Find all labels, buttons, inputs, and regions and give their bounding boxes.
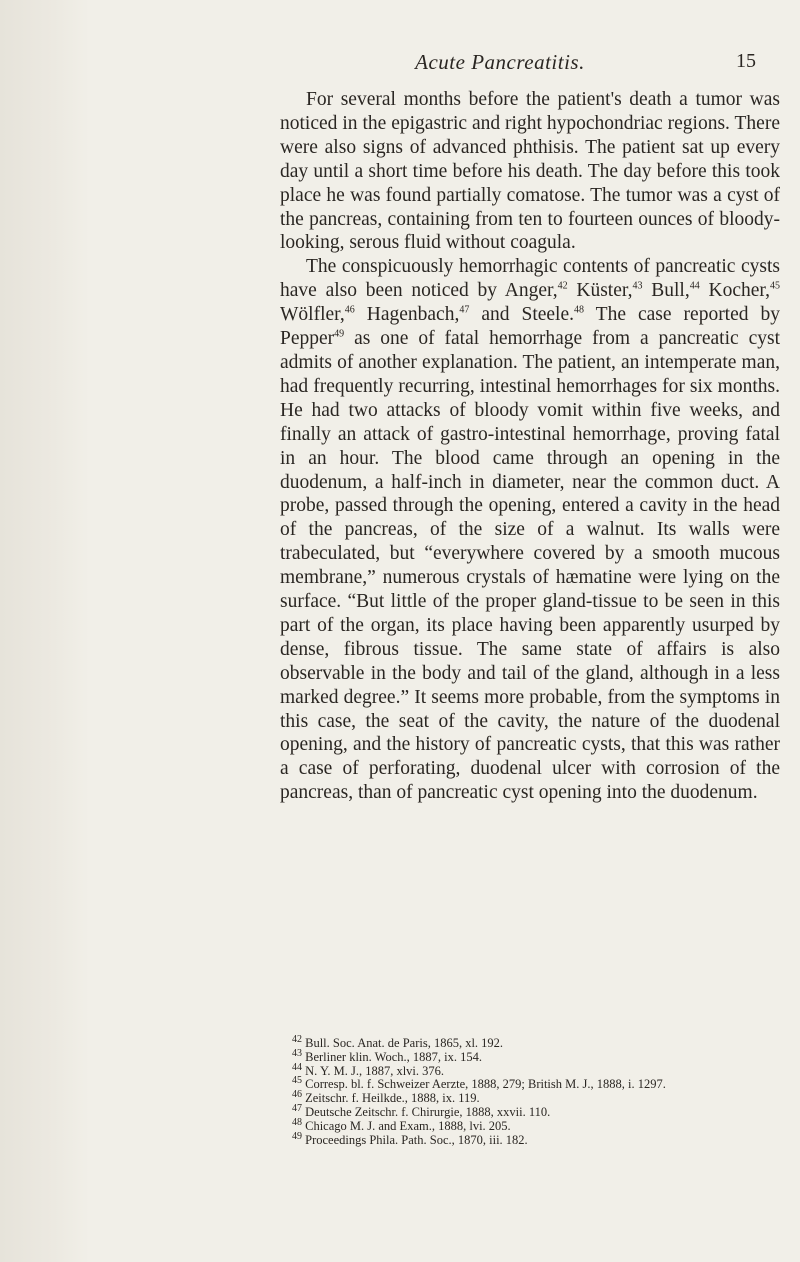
footnote-ref: 45 [769, 280, 780, 292]
footnote [280, 1089, 780, 1106]
footnote [280, 1047, 780, 1065]
paragraph-text: The conspicuously hemorrhagic contents of pancreatic cysts have also been noticed by Anger, [280, 256, 780, 302]
paragraph-text: The case reported by Pepper [280, 304, 781, 350]
paragraph-text: and Steele. [469, 304, 575, 326]
footnote-text: Zeitschr. f. Heilkde., 1888, ix. 119. [302, 1091, 480, 1106]
paragraph-text: Küster, [567, 280, 633, 302]
footnote-text: Proceedings Phila. Path. Soc., 1870, iii. 182. [302, 1132, 528, 1147]
paragraph-text: Wölfler, [280, 304, 345, 326]
footnote-ref: 49 [334, 328, 345, 340]
footnote-number: 43 [292, 1047, 302, 1059]
footnote-text: Bull. Soc. Anat. de Paris, 1865, xl. 192. [302, 1036, 504, 1050]
book-page [280, 0, 780, 1262]
footnote [280, 1033, 780, 1051]
footnote [280, 1116, 780, 1134]
paragraph-text: Bull, [642, 280, 690, 302]
footnote-ref: 47 [459, 304, 470, 316]
footnote-number: 45 [292, 1075, 302, 1087]
paragraph-2 [280, 255, 780, 805]
footnote-ref: 43 [632, 280, 643, 292]
footnote-ref: 48 [574, 304, 585, 316]
footnote-number: 48 [292, 1116, 302, 1128]
footnote-number: 46 [292, 1089, 302, 1101]
footnote-text: Chicago M. J. and Exam., 1888, lvi. 205. [302, 1118, 511, 1133]
footnote-number: 47 [292, 1102, 302, 1114]
paragraph-1: For several months before the patient's death a tumor was noticed in the epigastric and right hypochondriac regions. There were also signs of advanced phthisis. The patient sat up every day until a short time before his death. The day before this took place he was found partially comatose. The tumor was a cyst of the pancreas, containing from ten to fourteen ounces of bloody-looking, serous fluid without coagula. [280, 89, 780, 254]
footnote-ref: 42 [557, 280, 568, 292]
footnote-text: Berliner klin. Woch., 1887, ix. 154. [302, 1049, 482, 1064]
page-number: 15 [736, 50, 756, 72]
footnote [280, 1102, 780, 1120]
footnote [280, 1130, 780, 1148]
footnote-text: N. Y. M. J., 1887, xlvi. 376. [302, 1063, 445, 1078]
footnote-number: 42 [292, 1033, 302, 1045]
paragraph-text: as one of fatal hemorrhage from a pancreatic cyst admits of another explanation. The patient, an intemperate man, had frequently recurring, intestinal hemorrhages for six months. He had two attacks of bloody vomit within five weeks, and finally an attack of gastro-intestinal hemorrhage, proving fatal in an hour. The blood came through an opening in the duodenum, a half-inch in diameter, near the common duct. A probe, passed through the opening, entered a cavity in the head of the pancreas, of the size of a walnut. Its walls were trabeculated, but “everywhere covered by a smooth mucous membrane,” numerous crystals of hæmatine were lying on the surface. “But little of the proper gland-tissue to be seen in this part of the organ, its place having been apparently usurped by dense, fibrous tissue. The same state of affairs is also observable in the body and tail of the gland, although in a less marked degree.” It seems more probable, from the symptoms in this case, the seat of the cavity, the nature of the duodenal opening, and the history of pancreatic cysts, that this was rather a case of perforating, duodenal ulcer with corrosion of the pancreas, than of pancreatic cyst opening into the duodenum. [280, 328, 780, 804]
footnotes [280, 1033, 780, 1147]
running-title: Acute Pancreatitis. [415, 50, 585, 74]
page-gutter-shadow [0, 0, 90, 1262]
footnote-number: 49 [292, 1130, 302, 1142]
footnote-text: Deutsche Zeitschr. f. Chirurgie, 1888, xxvii. 110. [302, 1104, 551, 1119]
footnote-text: Corresp. bl. f. Schweizer Aerzte, 1888, 279; British M. J., 1888, i. 1297. [302, 1077, 666, 1092]
paragraph-text: Kocher, [699, 280, 770, 302]
footnote-ref: 44 [689, 280, 700, 292]
body-text [280, 88, 780, 805]
paragraph-text: Hagenbach, [354, 304, 460, 326]
footnote-ref: 46 [344, 304, 355, 316]
page-header [280, 50, 780, 80]
footnote-number: 44 [292, 1061, 302, 1073]
